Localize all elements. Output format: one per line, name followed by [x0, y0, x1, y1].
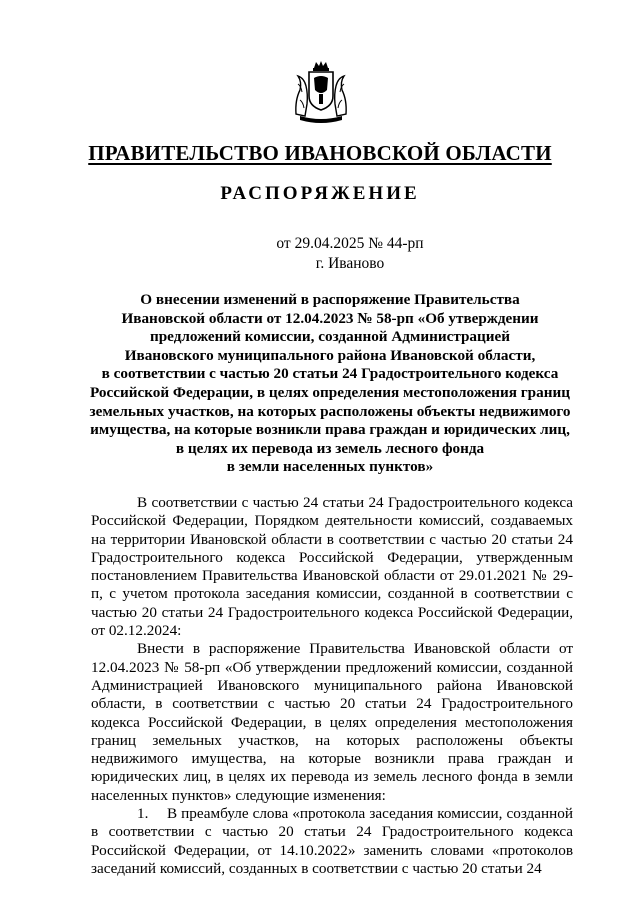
document-city: г. Иваново [315, 255, 385, 272]
document-heading [85, 291, 575, 477]
heading-line: предложений комиссии, созданной Администрацией [149, 328, 511, 346]
item-number: 1. [137, 805, 149, 823]
government-title: ПРАВИТЕЛЬСТВО ИВАНОВСКОЙ ОБЛАСТИ [88, 141, 552, 165]
preamble-paragraph: В соответствии с частью 24 статьи 24 Градостроительного кодекса Российской Федерации, Порядком деятельности комиссий, создаваемых на территории Ивановской области в соответствии с частью 20 статьи 24 Градостроительного кодекса Российской Федерации, утвержденным постановлением Правительства Ивановской области от 29.01.2021 № 29-п, с учетом протокола заседания комиссии, созданной в соответствии с частью 20 статьи 24 Градостроительного кодекса Российской Федерации, от 02.12.2024: [91, 494, 573, 640]
document-date-number: от 29.04.2025 № 44-рп [276, 235, 424, 252]
heading-line: О внесении изменений в распоряжение Правительства [140, 291, 520, 308]
heading-line: в целях их перевода из земель лесного фонда [175, 439, 485, 457]
list-item [91, 805, 573, 878]
heading-line: Ивановской области от 12.04.2023 № 58-рп «Об утверждении [121, 309, 539, 327]
directive-paragraph: Внести в распоряжение Правительства Ивановской области от 12.04.2023 № 58-рп «Об утверждении предложений комиссии, созданной Администрацией Ивановского муниципального района Ивановской области, в соответствии с частью 20 статьи 24 Градостроительного кодекса Российской Федерации, в целях определения местоположения границ земельных участков, на которых расположены объекты недвижимого имущества, на которые возникли права граждан и юридических лиц, в целях их перевода из земель лесного фонда в земли населенных пунктов» следующие изменения: [91, 640, 573, 804]
heading-line: Российской Федерации, в целях определения местоположения границ [90, 383, 570, 401]
heading-line: Ивановского муниципального района Ивановской области, [124, 346, 536, 364]
document-body [91, 494, 573, 878]
item-text: В преамбуле слова «протокола заседания комиссии, созданной в соответствии с частью 20 статьи 24 Градостроительного кодекса Российской Федерации, от 14.10.2022» заменить словами «протоколов заседаний комиссий, созданных в соответствии с частью 20 статьи 24 [91, 805, 573, 877]
heading-line: в земли населенных пунктов» [226, 458, 434, 476]
heading-line: земельных участков, на которых расположены объекты недвижимого [89, 402, 571, 420]
coat-of-arms-icon [292, 60, 350, 124]
heading-line: имущества, на которые возникли права граждан и юридических лиц, [90, 421, 570, 439]
heading-line: в соответствии с частью 20 статьи 24 Градостроительного кодекса [101, 365, 559, 383]
document-type: РАСПОРЯЖЕНИЕ [220, 183, 420, 204]
